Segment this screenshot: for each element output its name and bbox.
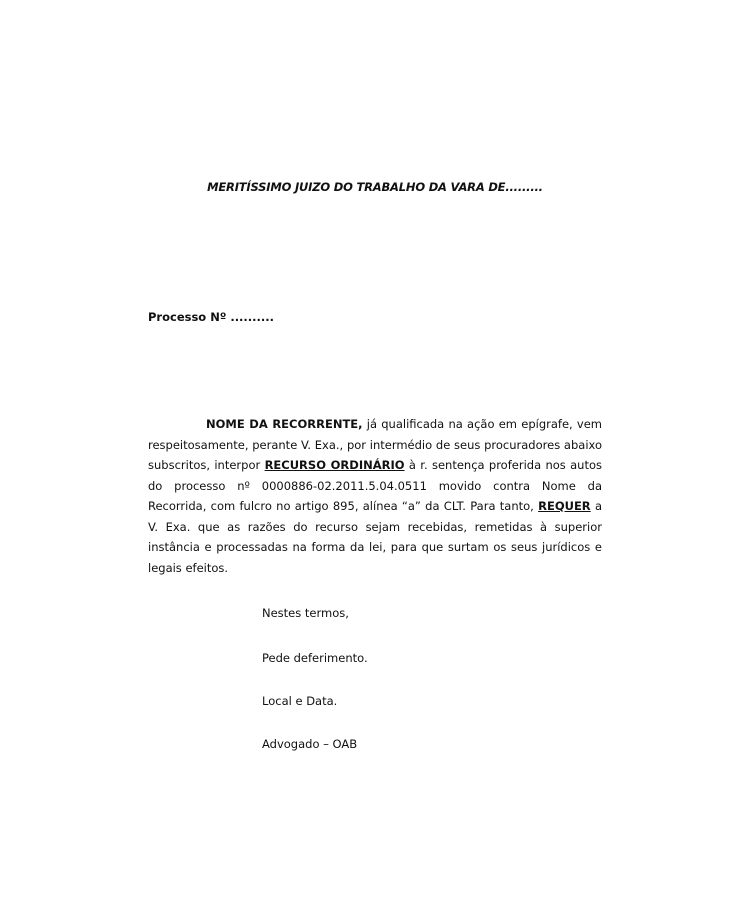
appeal-type: RECURSO ORDINÁRIO xyxy=(264,458,405,472)
closing-nestes-termos: Nestes termos, xyxy=(262,606,349,620)
petition-paragraph xyxy=(148,414,602,578)
closing-advogado-oab: Advogado – OAB xyxy=(262,737,358,751)
process-number-label: Processo Nº .......... xyxy=(148,310,275,324)
document-heading: MERITÍSSIMO JUIZO DO TRABALHO DA VARA DE......... xyxy=(207,180,543,194)
closing-pede-deferimento: Pede deferimento. xyxy=(262,651,368,665)
closing-local-data: Local e Data. xyxy=(262,694,338,708)
paragraph-text-3: a V. Exa. que as razões do recurso sejam recebidas, remetidas à superior instância e processadas na forma da lei, para que surtam os seus jurídicos e legais efeitos. xyxy=(148,499,603,575)
paragraph-text-1: já qualificada na ação em epígrafe, vem respeitosamente, perante V. Exa., por intermédio de seus procuradores abaixo subscritos, interpor xyxy=(148,417,603,472)
request-word: REQUER xyxy=(538,499,591,513)
paragraph-text-2: à r. sentença proferida nos autos do processo nº 0000886-02.2011.5.04.0511 movido contra Nome da Recorrida, com fulcro no artigo 895, alínea “a” da CLT. Para tanto, xyxy=(148,458,602,513)
party-name: NOME DA RECORRENTE, xyxy=(206,417,363,431)
